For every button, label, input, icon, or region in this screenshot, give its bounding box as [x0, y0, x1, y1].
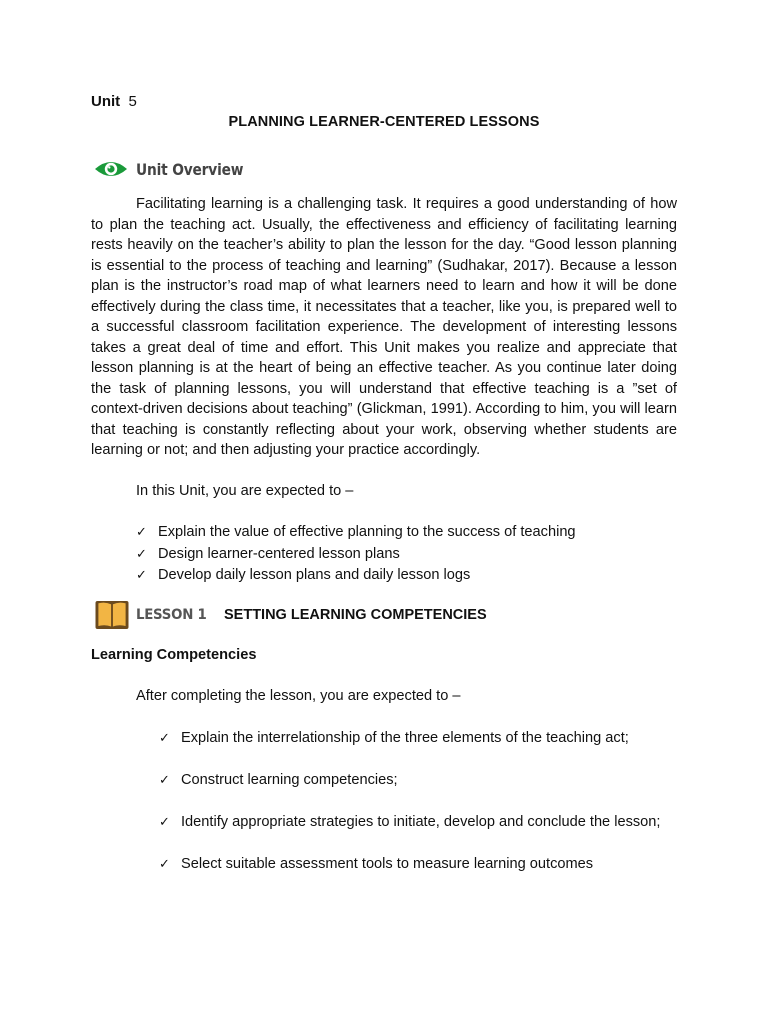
learning-competencies-heading: Learning Competencies — [91, 647, 257, 663]
unit-label — [91, 93, 137, 110]
unit-word: Unit — [91, 93, 121, 110]
learning-competencies-intro: After completing the lesson, you are expected to – — [136, 688, 461, 704]
unit-objectives-list — [136, 522, 576, 587]
list-item: ✓ Explain the value of effective planning to the success of teaching — [136, 522, 576, 544]
unit-overview-header — [94, 155, 261, 183]
unit-title: PLANNING LEARNER-CENTERED LESSONS — [228, 114, 540, 130]
unit-overview-title: Unit Overview — [136, 159, 244, 179]
unit-objectives-intro: In this Unit, you are expected to – — [136, 483, 354, 499]
checkmark-icon: ✓ — [159, 731, 170, 746]
list-item: ✓ Identify appropriate strategies to initiate, develop and conclude the lesson; — [159, 812, 660, 833]
eye-icon — [94, 158, 128, 180]
lesson-badge: LESSON 1 — [136, 607, 207, 623]
lesson-header — [94, 598, 487, 632]
list-item: ✓ Explain the interrelationship of the three elements of the teaching act; — [159, 728, 660, 749]
list-item: ✓ Develop daily lesson plans and daily lesson logs — [136, 565, 576, 587]
book-icon — [94, 599, 130, 631]
unit-number: 5 — [128, 93, 137, 110]
list-item: ✓ Select suitable assessment tools to measure learning outcomes — [159, 854, 660, 875]
lesson-title: SETTING LEARNING COMPETENCIES — [224, 607, 487, 623]
overview-paragraph: Facilitating learning is a challenging task. It requires a good understanding of how to plan the teaching act. Usually, the effectiveness and efficiency of facilitating learning rests heavily on the teacher’s ability to plan the lesson for the day. “Good lesson planning is essential to the process of teaching and learning” (Sudhakar, 2017). Because a lesson plan is the instructor’s road map of what learners need to learn and how it will be done effectively during the class time, it necessitates that a teacher, like you, is prepared well to a successful classroom facilitation experience. The development of interesting lessons takes a great deal of time and effort. This Unit makes you realize and appreciate that lesson planning is at the heart of being an effective teacher. As you continue later doing the task of planning lessons, you will understand that effective teaching is a ”set of context-driven decisions about teaching” (Glickman, 1991). According to him, you will learn that teaching is constantly reflecting about your work, observing whether students are learning or not; and then adjusting your practice accordingly. — [91, 196, 677, 458]
learning-competencies-list — [159, 728, 660, 896]
list-item: ✓ Construct learning competencies; — [159, 770, 660, 791]
checkmark-icon: ✓ — [136, 546, 147, 562]
checkmark-icon: ✓ — [159, 857, 170, 872]
checkmark-icon: ✓ — [159, 815, 170, 830]
checkmark-icon: ✓ — [136, 568, 147, 583]
checkmark-icon: ✓ — [159, 773, 170, 788]
checkmark-icon: ✓ — [136, 525, 147, 540]
list-item: ✓ Design learner-centered lesson plans — [136, 544, 576, 566]
